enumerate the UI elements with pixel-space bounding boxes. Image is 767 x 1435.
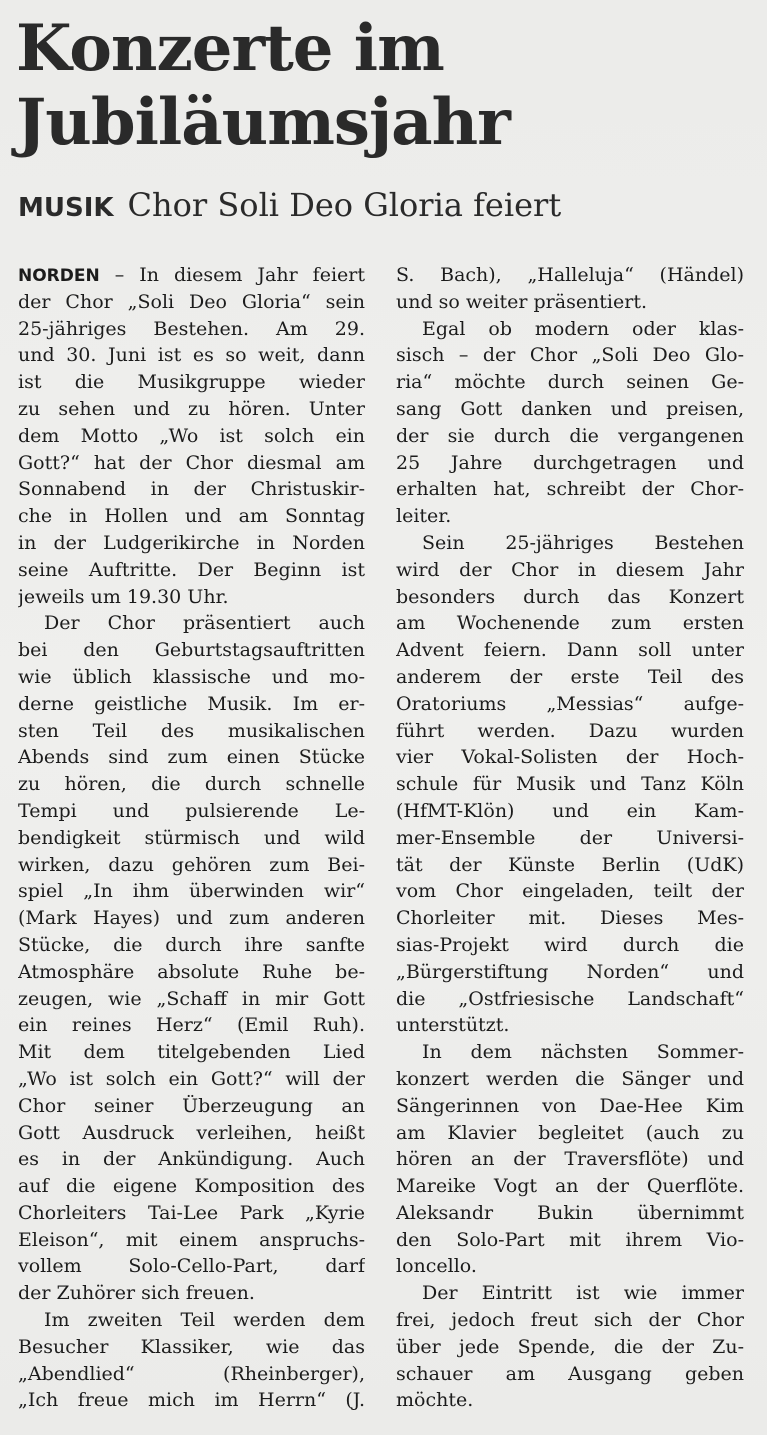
- text-line: ist die Musikgruppe wieder: [18, 371, 365, 394]
- text-line: besonders durch das Konzert: [396, 585, 744, 608]
- text-line: die „Ostfriesische Landschaft“: [396, 987, 744, 1010]
- text-line: Sonnabend in der Christuskir-: [18, 478, 365, 501]
- text-line: Mit dem titelgebenden Lied: [18, 1041, 365, 1064]
- text-line: in der Ludgerikirche in Norden: [18, 531, 365, 554]
- text-line: [18, 262, 365, 289]
- text-line: Im zweiten Teil werden dem: [44, 1309, 365, 1332]
- text-line: loncello.: [396, 1255, 477, 1278]
- text-line: Sein 25-jähriges Bestehen: [422, 531, 744, 554]
- text-line: hören an der Traversflöte) und: [396, 1148, 744, 1171]
- text-line: (Mark Hayes) und zum anderen: [18, 907, 365, 930]
- text-line: Eleison“, mit einem anspruchs-: [18, 1228, 365, 1251]
- text-line: unterstützt.: [396, 1014, 510, 1037]
- text-line: es in der Ankündigung. Auch: [18, 1148, 365, 1171]
- text-line: frei, jedoch freut sich der Chor: [396, 1309, 744, 1332]
- text-line: ria“ möchte durch seinen Ge-: [396, 371, 744, 394]
- text-line: 25 Jahre durchgetragen und: [396, 451, 744, 474]
- text-line: Gott?“ hat der Chor diesmal am: [18, 451, 365, 474]
- text-line: erhalten hat, schreibt der Chor-: [396, 478, 744, 501]
- text-line: vollem Solo-Cello-Part, darf: [18, 1255, 365, 1278]
- text-line: über jede Spende, die der Zu-: [396, 1335, 744, 1358]
- headline-line-2: Jubiläumsjahr: [16, 85, 510, 160]
- text-line: auf die eigene Komposition des: [18, 1175, 365, 1198]
- text-line: vier Vokal-Solisten der Hoch-: [396, 746, 744, 769]
- text-line: 25-jähriges Bestehen. Am 29.: [18, 317, 365, 340]
- text-line: Advent feiern. Dann soll unter: [396, 639, 744, 662]
- text-line: sisch – der Chor „Soli Deo Glo-: [396, 344, 744, 367]
- text-line: führt werden. Dazu wurden: [396, 719, 744, 742]
- text-line: che in Hollen und am Sonntag: [18, 505, 365, 528]
- text-line: sang Gott danken und preisen,: [396, 397, 744, 420]
- text-line: Besucher Klassiker, wie das: [18, 1335, 365, 1358]
- text-line: vom Chor eingeladen, teilt der: [396, 880, 744, 903]
- text-line: Gott Ausdruck verleihen, heißt: [18, 1121, 365, 1144]
- text-line: den Solo-Part mit ihrem Vio-: [396, 1228, 744, 1251]
- text-line: Chor seiner Überzeugung an: [18, 1094, 365, 1117]
- text-line: der Zuhörer sich freuen.: [18, 1282, 255, 1305]
- text-line: bei den Geburtstagsauftritten: [18, 639, 365, 662]
- text-line: Der Chor präsentiert auch: [44, 612, 365, 635]
- text-line: leiter.: [396, 505, 452, 528]
- text-line: Tempi und pulsierende Le-: [18, 799, 365, 822]
- text-line: (HfMT-Klön) und ein Kam-: [396, 799, 744, 822]
- text-line: wird der Chor in diesem Jahr: [396, 558, 744, 581]
- text-line: sten Teil des musikalischen: [18, 719, 365, 742]
- text-line: Aleksandr Bukin übernimmt: [396, 1201, 744, 1224]
- headline-line-1: Konzerte im: [16, 11, 444, 86]
- headline: [16, 12, 616, 160]
- text-line: mer-Ensemble der Universi-: [396, 826, 744, 849]
- text-line: schule für Musik und Tanz Köln: [396, 773, 744, 796]
- text-line: Mareike Vogt an der Querflöte.: [396, 1175, 744, 1198]
- text-line: „Ich freue mich im Herrn“ (J.: [18, 1389, 365, 1412]
- text-line: Chorleiters Tai-Lee Park „Kyrie: [18, 1201, 365, 1224]
- text-line: jeweils um 19.30 Uhr.: [18, 585, 229, 608]
- text-line: dem Motto „Wo ist solch ein: [18, 424, 365, 447]
- text-line: konzert werden die Sänger und: [396, 1067, 744, 1090]
- text-line: zu hören, die durch schnelle: [18, 773, 365, 796]
- text-line: und 30. Juni ist es so weit, dann: [18, 344, 365, 367]
- text-line: Sängerinnen von Dae-Hee Kim: [396, 1094, 744, 1117]
- text-line: Abends sind zum einen Stücke: [18, 746, 365, 769]
- left-column: [18, 262, 365, 1414]
- text-line: seine Auftritte. Der Beginn ist: [18, 558, 365, 581]
- text-line: der Chor „Soli Deo Gloria“ sein: [18, 290, 365, 313]
- text-line: am Wochenende zum ersten: [396, 612, 744, 635]
- text-line: Egal ob modern oder klas-: [422, 317, 744, 340]
- text-line: S. Bach), „Halleluja“ (Händel): [396, 264, 744, 286]
- text-line: zu sehen und zu hören. Unter: [18, 397, 365, 420]
- text-line: derne geistliche Musik. Im er-: [18, 692, 365, 715]
- text-line: In dem nächsten Sommer-: [422, 1041, 744, 1064]
- text-line: „Bürgerstiftung Norden“ und: [396, 960, 744, 983]
- text-line: am Klavier begleitet (auch zu: [396, 1121, 744, 1144]
- subtitle: Chor Soli Deo Gloria feiert: [127, 186, 562, 224]
- text-line: Stücke, die durch ihre sanfte: [18, 933, 365, 956]
- text-line: ein reines Herz“ (Emil Ruh).: [18, 1014, 365, 1037]
- text-line: „Wo ist solch ein Gott?“ will der: [18, 1067, 365, 1090]
- text-line: wirken, dazu gehören zum Bei-: [18, 853, 365, 876]
- text-line: zeugen, wie „Schaff in mir Gott: [18, 987, 365, 1010]
- text-line: sias-Projekt wird durch die: [396, 933, 744, 956]
- right-column: [396, 262, 744, 1414]
- text-line: Der Eintritt ist wie immer: [422, 1282, 744, 1305]
- text-line: bendigkeit stürmisch und wild: [18, 826, 365, 849]
- text-line: tät der Künste Berlin (UdK): [396, 853, 744, 876]
- text-line: wie üblich klassische und mo-: [18, 665, 365, 688]
- dateline-line-rest: – In diesem Jahr feiert: [99, 264, 365, 286]
- text-line: schauer am Ausgang geben: [396, 1362, 744, 1385]
- text-line: spiel „In ihm überwinden wir“: [18, 880, 365, 903]
- text-line: „Abendlied“ (Rheinberger),: [18, 1362, 365, 1385]
- text-line: der sie durch die vergangenen: [396, 424, 744, 447]
- subheadline: [18, 186, 758, 232]
- section-kicker: MUSIK: [18, 193, 114, 223]
- text-line: Oratoriums „Messias“ aufge-: [396, 692, 744, 715]
- text-line: Chorleiter mit. Dieses Mes-: [396, 907, 744, 930]
- text-line: Atmosphäre absolute Ruhe be-: [18, 960, 365, 983]
- dateline: NORDEN: [18, 266, 100, 286]
- text-line: und so weiter präsentiert.: [396, 290, 648, 313]
- text-line: möchte.: [396, 1389, 474, 1412]
- text-line: anderem der erste Teil des: [396, 665, 744, 688]
